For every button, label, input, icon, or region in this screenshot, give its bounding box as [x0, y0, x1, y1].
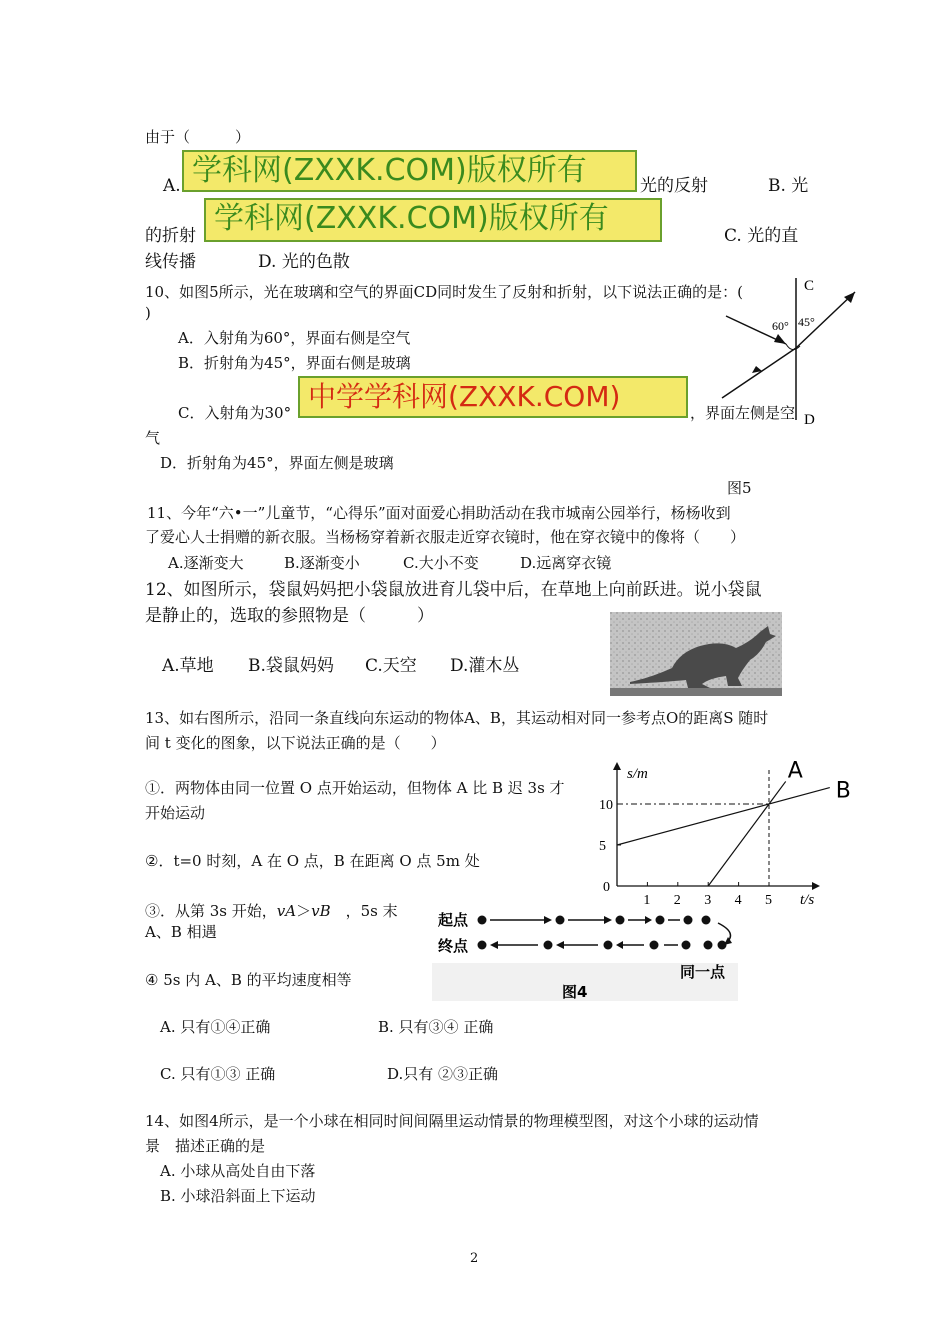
q14-line1: 14、如图4所示，是一个小球在相同时间间隔里运动情景的物理模型图，对这个小球的运动情 — [145, 1112, 759, 1130]
q12-option-d: D.灌木丛 — [450, 656, 520, 676]
y-tick-label: 10 — [599, 798, 613, 813]
ball — [556, 916, 565, 925]
ball — [544, 941, 553, 950]
q13-s3-suffix: ，5s 末 — [345, 902, 398, 920]
y-axis-arrow — [613, 762, 621, 770]
q10-option-c-wrap: 气 — [145, 429, 161, 447]
angle-60-label: 60° — [772, 319, 789, 333]
line-a-label: A — [787, 758, 803, 784]
q12-line2: 是静止的，选取的参照物是（ ） — [145, 606, 434, 626]
line-b-label: B — [835, 778, 851, 804]
kangaroo-photo — [610, 612, 782, 696]
q13-statement-1: ①．两物体由同一位置 O 点开始运动，但物体 A 比 B 迟 3s 才 — [145, 779, 565, 797]
q9-option-a-prefix: A. — [163, 176, 181, 196]
q13-option-d: D.只有 ②③正确 — [387, 1065, 499, 1083]
q11-option-c: C.大小不变 — [403, 554, 479, 572]
velocity-b: vB — [311, 902, 331, 920]
q9-option-c: C. 光的直 — [724, 226, 799, 246]
label-same-point: 同一点 — [680, 963, 726, 981]
q9-option-d: D. 光的色散 — [258, 252, 350, 272]
q9-option-a-suffix: 光的反射 — [640, 176, 708, 196]
q9-line3-prefix: 的折射 — [145, 226, 196, 246]
x-tick-label: 2 — [673, 893, 681, 908]
q11-option-a: A.逐渐变大 — [168, 554, 244, 572]
q10-option-d: D．折射角为45°，界面左侧是玻璃 — [160, 454, 394, 472]
y-axis-label: s/m — [627, 766, 648, 782]
velocity-a: vA — [276, 902, 297, 920]
ball — [656, 916, 665, 925]
q13-statement-3-wrap: A、B 相遇 — [145, 923, 217, 941]
figure-5-light-diagram — [700, 270, 870, 430]
q14-option-b: B. 小球沿斜面上下运动 — [160, 1187, 316, 1205]
ball — [682, 941, 691, 950]
label-d: D — [804, 412, 815, 428]
y-tick-label: 5 — [599, 839, 606, 854]
q13-line1: 13、如右图所示，沿同一条直线向东运动的物体A、B，其运动相对同一参考点O的距离S 随时 — [145, 709, 769, 727]
q9-line4: 线传播 — [145, 252, 196, 272]
angle-45-label: 45° — [798, 315, 815, 329]
x-axis-arrow — [812, 882, 820, 890]
x-tick-label: 3 — [704, 893, 712, 908]
bottom-row-balls — [478, 941, 727, 950]
q13-line2: 间 t 变化的图象，以下说法正确的是（ ） — [145, 734, 446, 752]
q13-option-b: B. 只有③④ 正确 — [378, 1018, 494, 1036]
label-start: 起点 — [438, 911, 469, 929]
ball — [702, 916, 711, 925]
q10-stem: 10、如图5所示，光在玻璃和空气的界面CD同时发生了反射和折射，以下说法正确的是：( — [145, 283, 743, 301]
q13-statement-4: ④ 5s 内 A、B 的平均速度相等 — [145, 971, 352, 989]
q14-option-a: A. 小球从高处自由下落 — [160, 1162, 316, 1180]
x-tick-label: 5 — [765, 893, 772, 908]
ball — [684, 916, 693, 925]
x-axis-label: t/s — [800, 892, 815, 908]
top-row-balls — [478, 916, 711, 925]
ball — [704, 941, 713, 950]
x-tick-label: 4 — [734, 893, 742, 908]
watermark-banner: 中学学科网(ZXXK.COM) — [298, 376, 688, 418]
q13-option-a: A. 只有①④正确 — [160, 1018, 271, 1036]
q14-line2: 景 描述正确的是 — [145, 1137, 266, 1155]
q11-line1: 11、今年“六•一”儿童节，“心得乐”面对面爱心捐助活动在我市城南公园举行，杨杨收到 — [147, 504, 731, 522]
ray-lower-left — [722, 348, 796, 398]
q12-option-b: B.袋鼠妈妈 — [248, 656, 334, 676]
q10-option-c-prefix: C．入射角为30° — [178, 404, 292, 422]
s-t-graph — [600, 748, 870, 913]
ball — [478, 916, 487, 925]
ball — [650, 941, 659, 950]
series-b-line — [617, 788, 830, 845]
q10-option-b: B．折射角为45°，界面右侧是玻璃 — [178, 354, 411, 372]
label-c: C — [804, 278, 815, 294]
q10-stem-end: ) — [145, 304, 151, 322]
q13-option-c: C. 只有①③ 正确 — [160, 1065, 276, 1083]
q13-statement-2: ②．t=0 时刻，A 在 O 点，B 在距离 O 点 5m 处 — [145, 852, 480, 870]
figure-4-ball-motion — [432, 905, 738, 1001]
q11-option-b: B.逐渐变小 — [284, 554, 360, 572]
q10-option-c-suffix: ，界面左侧是空 — [690, 404, 796, 422]
page-number: 2 — [470, 1251, 479, 1266]
figure-5-caption: 图5 — [727, 479, 752, 497]
q11-option-d: D.远离穿衣镜 — [520, 554, 612, 572]
watermark-banner: 学科网(ZXXK.COM)版权所有 — [182, 150, 637, 192]
ball — [604, 941, 613, 950]
x-tick-label: 1 — [643, 893, 651, 908]
label-end: 终点 — [438, 937, 469, 955]
q12-option-c: C.天空 — [365, 656, 417, 676]
q12-line1: 12、如图所示，袋鼠妈妈把小袋鼠放进育儿袋中后，在草地上向前跃进。说小袋鼠 — [145, 580, 762, 600]
ball — [718, 941, 727, 950]
greater-than: ＞ — [296, 902, 312, 920]
q9-option-b-prefix: B. 光 — [768, 176, 809, 196]
q12-option-a: A.草地 — [162, 656, 214, 676]
ball — [616, 916, 625, 925]
q13-statement-3 — [145, 901, 398, 921]
q9-stem-end: 由于（ ） — [145, 128, 251, 146]
q13-s3-prefix: ③．从第 3s 开始， — [145, 902, 277, 920]
q10-option-a: A．入射角为60°，界面右侧是空气 — [178, 329, 411, 347]
watermark-banner: 学科网(ZXXK.COM)版权所有 — [204, 198, 662, 242]
series-a-line — [708, 781, 786, 886]
figure-4-caption: 图4 — [562, 983, 588, 1001]
ball — [478, 941, 487, 950]
q13-statement-1-wrap: 开始运动 — [145, 804, 206, 822]
origin-label: 0 — [603, 880, 610, 895]
arrowhead — [774, 334, 786, 344]
q11-line2: 了爱心人士捐赠的新衣服。当杨杨穿着新衣服走近穿衣镜时，他在穿衣镜中的像将（ ） — [145, 528, 746, 546]
